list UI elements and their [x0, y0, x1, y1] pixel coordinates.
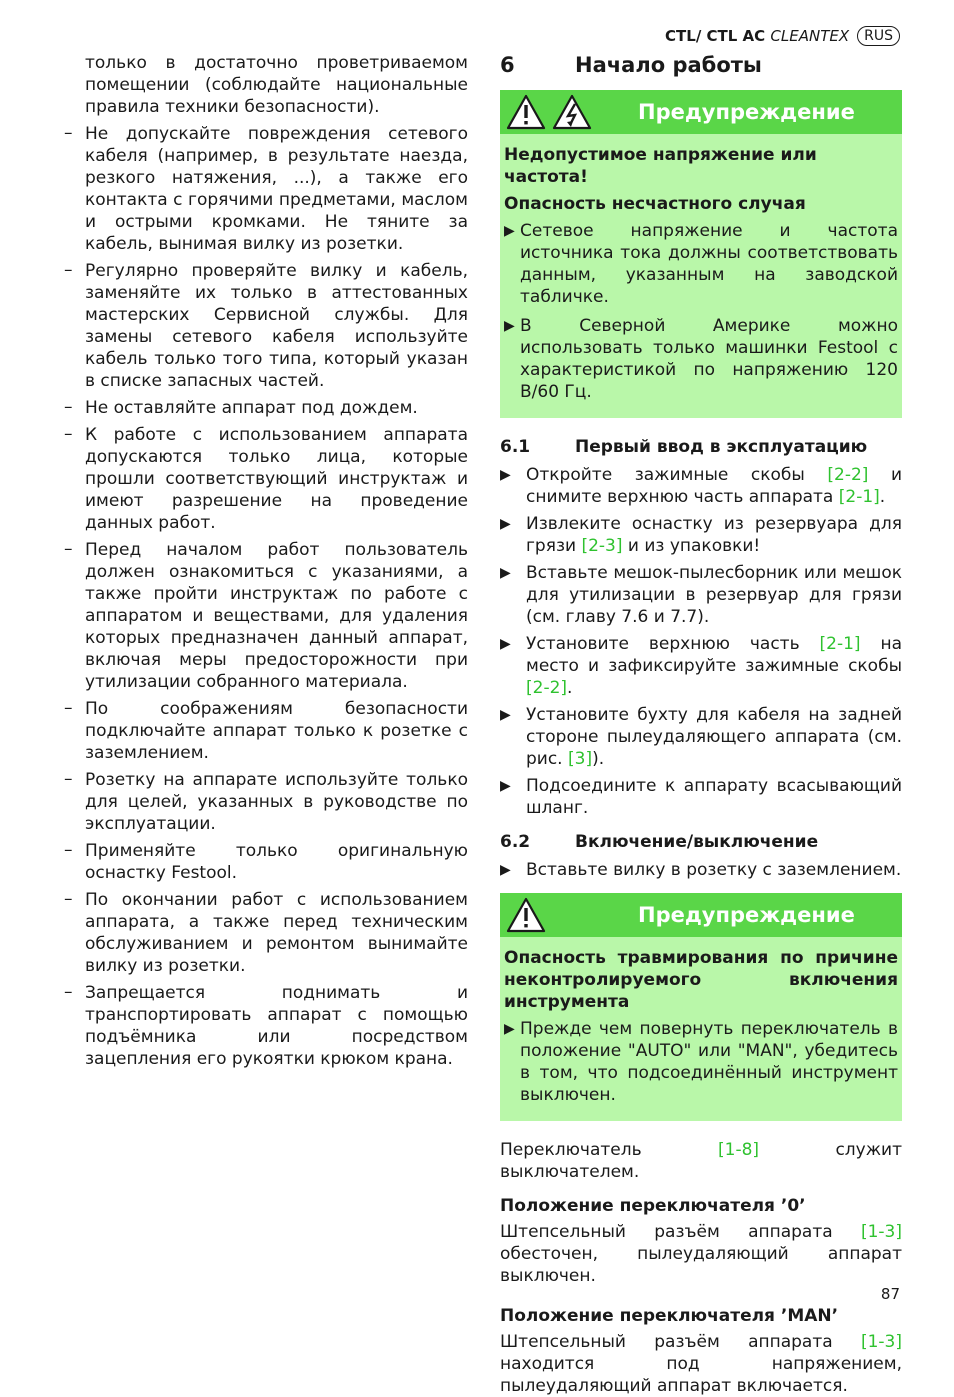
figure-reference: [1-3] — [860, 1222, 902, 1242]
triangle-bullet-icon: ▶ — [500, 516, 511, 532]
warning-title: Предупреждение — [638, 100, 855, 124]
triangle-bullet-icon: ▶ — [504, 223, 515, 239]
list-item: ▶ Откройте зажимные скобы [2-2] и снимите верхнюю часть аппарата [2-1]. — [500, 465, 903, 507]
safety-continuation: только в достаточно проветриваемом помещении (соблюдайте национальные правила техники безопасности). — [85, 53, 468, 117]
list-item: – Запрещается поднимать и транспортировать аппарат с помощью подъёмника или посредством зацепления его рукоятки крюком крана. — [64, 982, 468, 1069]
list-item: – Не оставляйте аппарат под дождем. — [64, 397, 418, 418]
list-item: – По соображениям безопасности подключайте аппарат только к розетке с заземлением. — [64, 698, 468, 763]
warning-box-voltage — [500, 90, 902, 418]
warning-consequence: Опасность несчастного случая — [504, 194, 806, 214]
list-item: ▶ Установите бухту для кабеля на задней стороне пылеудаляющего аппарата (см. рис. [3]). — [500, 705, 902, 769]
right-column — [500, 52, 902, 1397]
page-number: 87 — [880, 1285, 900, 1303]
subsection-heading-6-2: 6.2 Включение/выключение — [500, 832, 819, 852]
list-item: – Регулярно проверяйте вилку и кабель, заменяйте их только в аттестованных мастерских Сервисной службы. Для замены сетевого кабеля используйте кабель только того типа, который указан в списке запасных частей. — [64, 260, 468, 391]
warning-box-startup — [500, 893, 902, 1121]
steps-6-1 — [500, 464, 902, 819]
warning-triangle-icon — [506, 94, 546, 130]
figure-reference: [2-3] — [581, 536, 623, 556]
position-0-text: Штепсельный разъём аппарата [1-3] обесточен, пылеудаляющий аппарат выключен. — [500, 1222, 902, 1286]
warning-hazard: Недопустимое напряжение или частота! — [504, 145, 817, 187]
safety-list — [64, 123, 468, 1070]
language-badge: RUS — [857, 26, 900, 46]
triangle-bullet-icon: ▶ — [500, 636, 511, 652]
triangle-bullet-icon: ▶ — [500, 565, 511, 581]
product-name: CTL/ CTL AC CLEANTEX — [665, 27, 850, 45]
warning-triangle-icon — [506, 897, 546, 933]
warning-item: ▶ Прежде чем повернуть переключатель в положение "AUTO" или "MAN", убедитесь в том, что подсоединённый инструмент выключен. — [504, 1019, 898, 1105]
position-0-heading: Положение переключателя ’0’ — [500, 1196, 806, 1216]
warning-header — [500, 90, 902, 134]
subsection-heading-6-1: 6.1 Первый ввод в эксплуатацию — [500, 437, 868, 457]
list-item: – Розетку на аппарате используйте только для целей, указанных в руководстве по эксплуатации. — [64, 769, 468, 834]
section-heading: 6 Начало работы — [500, 53, 762, 77]
list-item: ▶ Установите верхнюю часть [2-1] на место и зафиксируйте зажимные скобы [2-2]. — [500, 634, 902, 698]
position-man-text: Штепсельный разъём аппарата [1-3] находится под напряжением, пылеудаляющий аппарат включается. — [500, 1332, 902, 1396]
figure-reference: [1-8] — [718, 1140, 760, 1160]
list-item: – К работе с использованием аппарата допускаются только лица, которые прошли соответствующий инструктаж и имеют разрешение на проведение данных работ. — [64, 424, 468, 533]
list-item: ▶ Вставьте мешок-пылесборник или мешок для утилизации в резервуар для грязи (см. главу 7.6 и 7.7). — [500, 563, 902, 627]
warning-item: ▶ В Северной Америке можно использовать только машинки Festool с характеристикой по напряжению 120 В/60 Гц. — [504, 316, 898, 402]
triangle-bullet-icon: ▶ — [504, 318, 515, 334]
figure-reference: [2-1] — [819, 634, 861, 654]
list-item: – Перед началом работ пользователь должен ознакомиться с указаниями, а также пройти инструктаж по работе с аппаратом и веществами, для удаления которых предназначен данный аппарат, включая меры предосторожности при утилизации собранного материала. — [64, 539, 468, 692]
triangle-bullet-icon: ▶ — [500, 862, 511, 878]
triangle-bullet-icon: ▶ — [500, 707, 511, 723]
list-item: – Не допускайте повреждения сетевого кабеля (например, в результате наезда, резкого натяжения, ...), а также его контакта с горячими предметами, маслом и острыми кромками. Не тяните за кабель, вынимая вилку из розетки. — [64, 123, 468, 254]
electric-hazard-icon — [552, 94, 592, 130]
page-header — [665, 26, 900, 46]
figure-reference: [1-3] — [860, 1332, 902, 1352]
warning-header — [500, 893, 902, 937]
warning-item: ▶ Сетевое напряжение и частота источника тока должны соответствовать данным, указанным на заводской табличке. — [504, 221, 898, 307]
figure-reference: [2-1] — [838, 487, 880, 507]
list-item: – Применяйте только оригинальную оснастку Festool. — [64, 840, 468, 883]
warning-hazard: Опасность травмирования по причине неконтролируемого включения инструмента — [504, 948, 898, 1012]
position-man-heading: Положение переключателя ’MAN’ — [500, 1306, 839, 1326]
left-column — [64, 52, 468, 1075]
figure-reference: [3] — [568, 749, 593, 769]
warning-title: Предупреждение — [638, 903, 855, 927]
figure-reference: [2-2] — [526, 678, 568, 698]
figure-reference: [2-2] — [827, 465, 869, 485]
triangle-bullet-icon: ▶ — [504, 1021, 515, 1037]
list-item: ▶ Подсоедините к аппарату всасывающий шланг. — [500, 776, 902, 818]
triangle-bullet-icon: ▶ — [500, 467, 511, 483]
triangle-bullet-icon: ▶ — [500, 778, 511, 794]
switch-description: Переключатель [1-8] служит выключателем. — [500, 1140, 902, 1182]
list-item: – По окончании работ с использованием аппарата, а также перед техническим обслуживанием и ремонтом вынимайте вилку из розетки. — [64, 889, 468, 976]
list-item: ▶ Извлеките оснастку из резервуара для грязи [2-3] и из упаковки! — [500, 514, 902, 556]
list-item: ▶ Вставьте вилку в розетку с заземлением. — [500, 860, 902, 880]
